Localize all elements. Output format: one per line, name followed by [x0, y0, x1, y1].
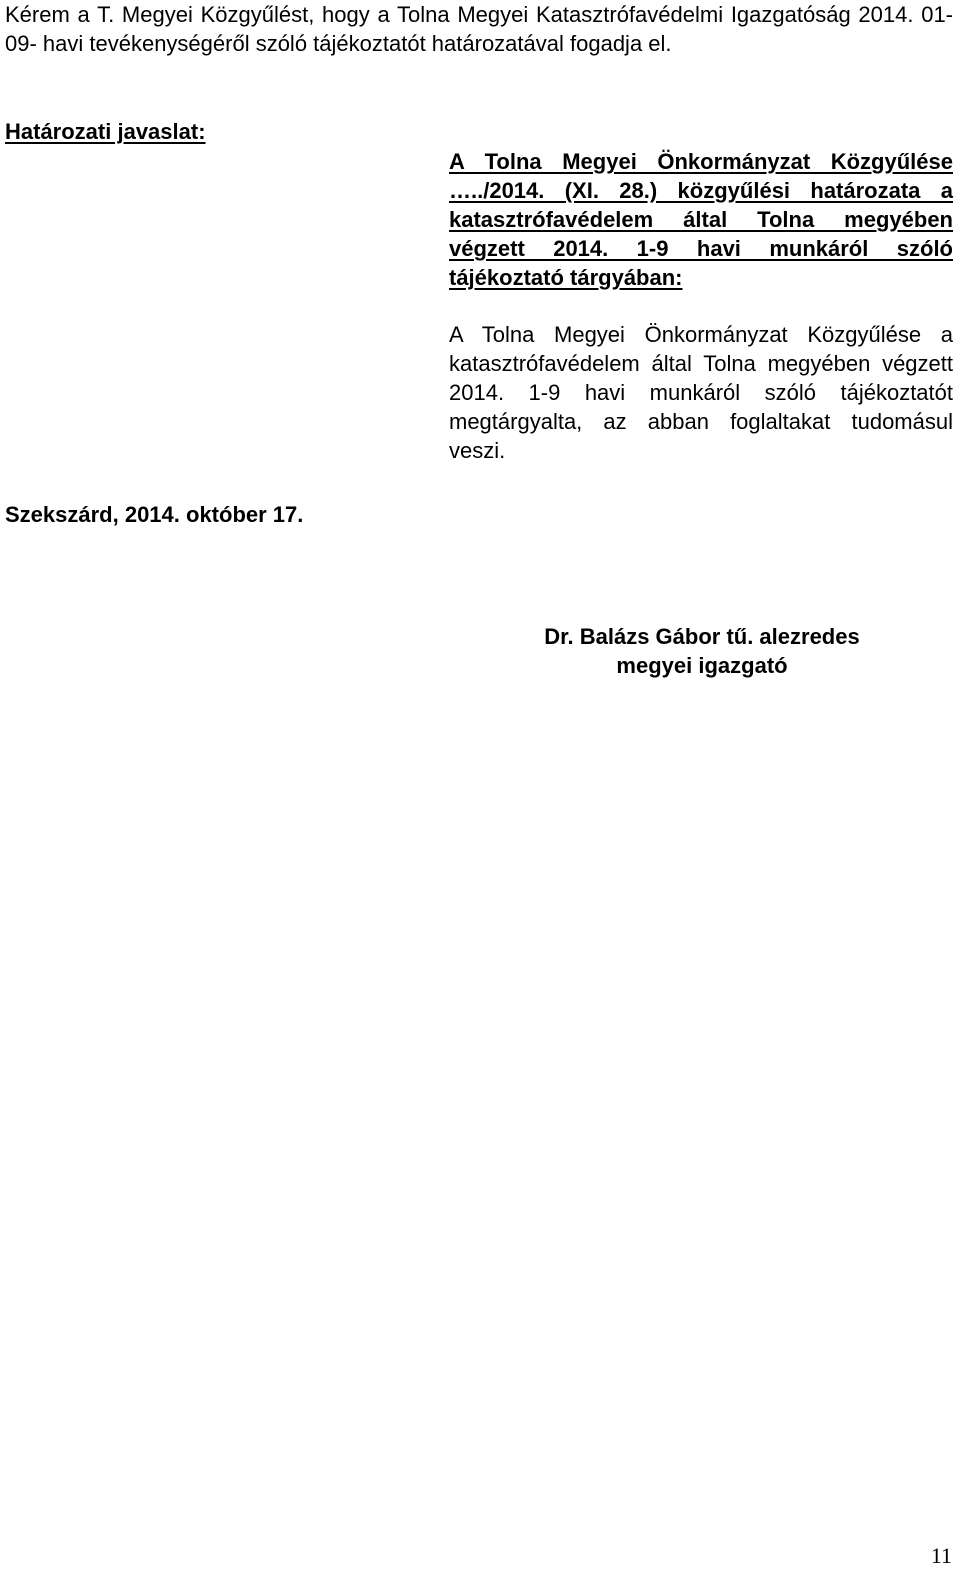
page-number: 11: [930, 1543, 952, 1568]
place-date: Szekszárd, 2014. október 17.: [5, 502, 304, 527]
intro-paragraph: Kérem a T. Megyei Közgyűlést, hogy a Tolna Megyei Katasztrófavédelmi Igazgatóság 2014. 01-09- havi tevékenységéről szóló tájékoztatót határozatával fogadja el.: [5, 2, 953, 56]
resolution-body: A Tolna Megyei Önkormányzat Közgyűlése a katasztrófavédelem által Tolna megyében végzett 2014. 1-9 havi munkáról szóló tájékoztatót megtárgyalta, az abban foglaltakat tudomásul veszi.: [449, 322, 953, 463]
signatory-title: megyei igazgató: [616, 653, 788, 678]
signature-block: [480, 622, 924, 680]
resolution-heading: A Tolna Megyei Önkormányzat Közgyűlése …../2014. (XI. 28.) közgyűlési határozata a katasztrófavédelem által Tolna megyében végzett 2014. 1-9 havi munkáról szóló tájékoztató tárgyában:: [449, 149, 953, 290]
signatory-name: Dr. Balázs Gábor tű. alezredes: [544, 624, 860, 649]
proposal-label: Határozati javaslat:: [5, 119, 206, 144]
